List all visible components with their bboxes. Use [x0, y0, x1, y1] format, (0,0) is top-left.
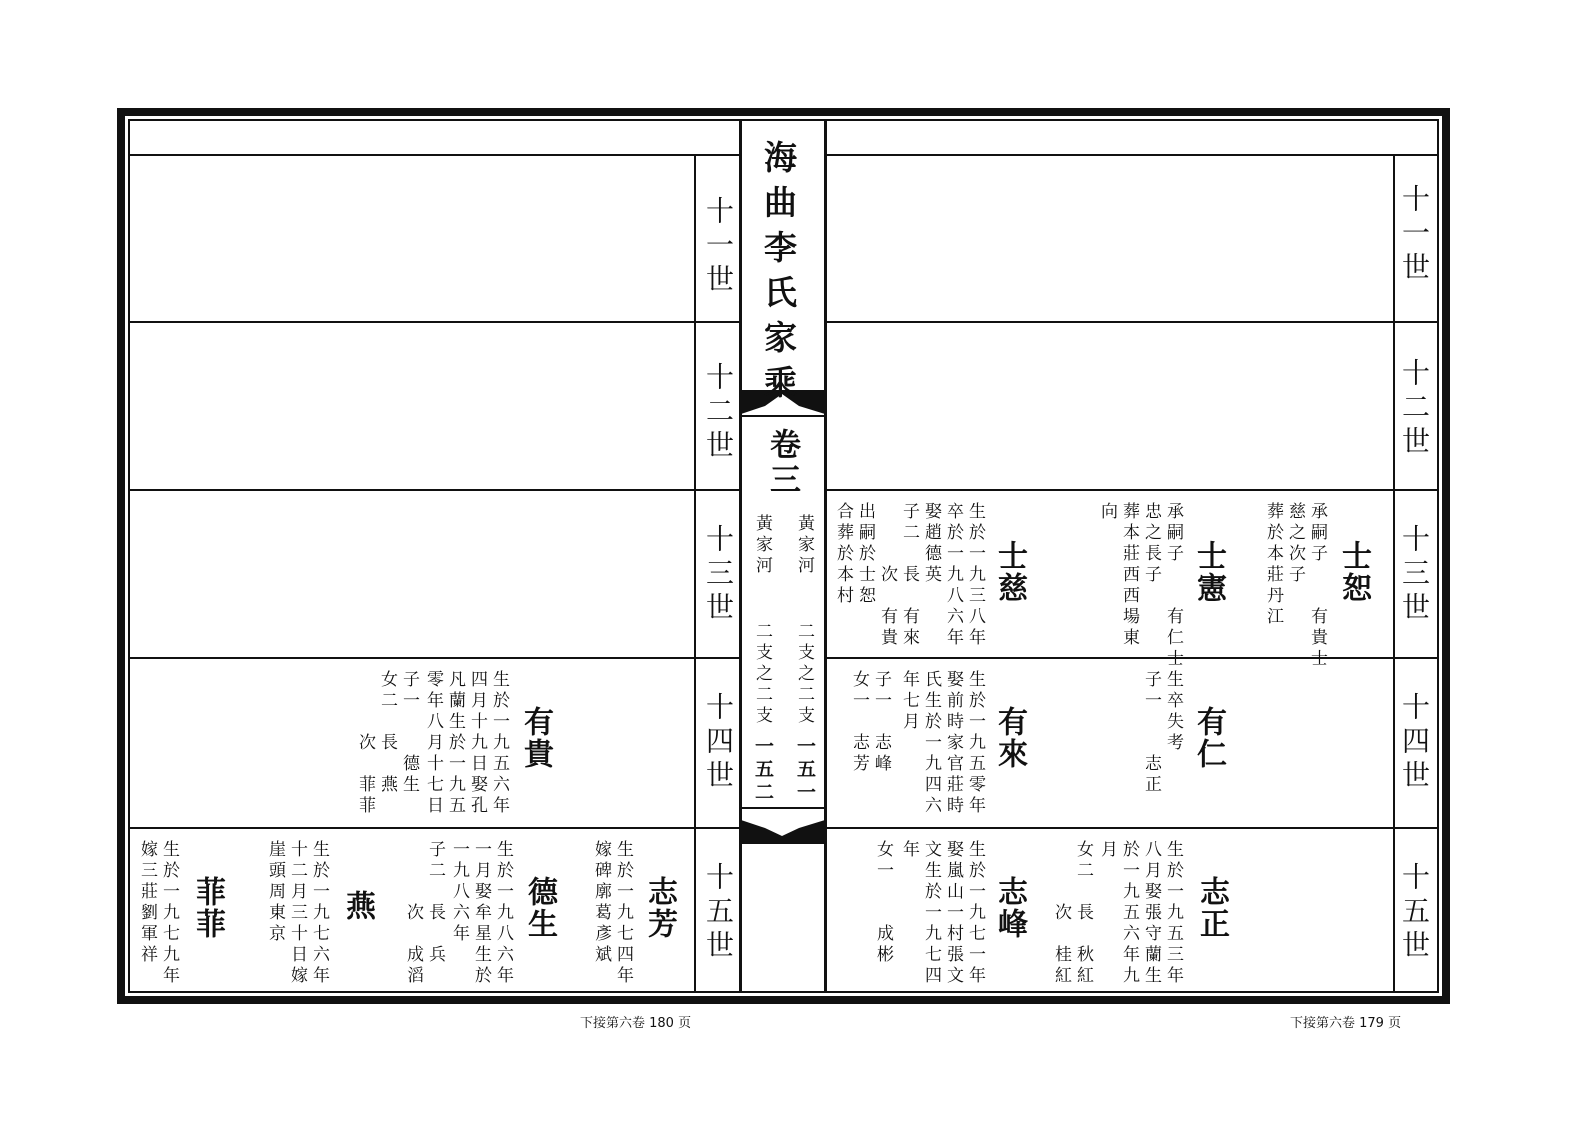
- person-detail: 生於一九三八年: [965, 502, 985, 649]
- person-name: 士憲: [1191, 540, 1226, 604]
- gen-label-13: 十三世: [702, 524, 735, 626]
- person-name: 志芳: [642, 876, 677, 940]
- person-detail: 四月十九日娶孔: [467, 670, 487, 817]
- person-name: 士恕: [1336, 540, 1371, 604]
- person-detail: 承嗣子 有貴士: [1307, 502, 1327, 670]
- gen-label-14: 十四世: [702, 692, 735, 794]
- person-detail: 生於一九七六年: [309, 840, 329, 987]
- left-row-rule: [128, 489, 741, 491]
- person-detail: 嫁三莊劉軍祥: [137, 840, 157, 966]
- gen-label-11: 十一世: [1398, 184, 1431, 286]
- gen-label-12: 十二世: [702, 362, 735, 464]
- person-detail: 慈之次子: [1285, 502, 1305, 586]
- person-name: 有來: [992, 706, 1027, 770]
- person-detail: 氏生於一九四六: [921, 670, 941, 817]
- left-row-rule: [128, 827, 741, 829]
- person-detail: 女二 長 燕: [377, 670, 397, 796]
- person-detail: 於一九五六年九: [1119, 840, 1139, 987]
- spine-place-left: 黃家河: [752, 514, 772, 577]
- spine-page-left: 一五二: [752, 736, 774, 805]
- person-name: 志正: [1194, 876, 1229, 940]
- page-footer-left: 下接第六卷 180 页: [580, 1016, 692, 1031]
- person-detail: 次 有貴: [877, 502, 897, 649]
- person-detail: 崖頭周東京: [265, 840, 285, 945]
- person-detail: 葬於本莊丹江: [1263, 502, 1283, 628]
- person-detail: 合葬於本村: [833, 502, 853, 607]
- left-row-rule: [128, 321, 741, 323]
- spine-place-right: 黃家河: [794, 514, 814, 577]
- person-detail: 嫁碑廓葛彥斌: [591, 840, 611, 966]
- person-detail: 一九八六年: [449, 840, 469, 945]
- person-detail: 女二 長 秋紅: [1073, 840, 1093, 987]
- gen-label-11: 十一世: [702, 196, 735, 298]
- right-row-rule: [825, 321, 1437, 323]
- person-detail: 子一 志峰: [871, 670, 891, 775]
- person-name: 有貴: [518, 706, 553, 770]
- person-name: 志峰: [992, 876, 1027, 940]
- person-detail: 年七月: [899, 670, 919, 733]
- person-detail: 次 成滔: [403, 840, 423, 987]
- left-top-rule: [128, 154, 741, 156]
- person-detail: 生於一九八六年: [493, 840, 513, 987]
- person-detail: 生於一九五零年: [965, 670, 985, 817]
- person-detail: 八月娶張守蘭生: [1141, 840, 1161, 987]
- person-detail: 女一 成彬: [873, 840, 893, 966]
- person-detail: 生於一九七四年: [613, 840, 633, 987]
- person-detail: 生於一九七九年: [159, 840, 179, 987]
- spine-branch-left: 二支之二支: [752, 622, 772, 727]
- gen-label-15: 十五世: [1398, 862, 1431, 964]
- person-name: 菲菲: [190, 876, 225, 940]
- person-detail: 子二 長 有來: [899, 502, 919, 649]
- person-detail: 一月娶牟星生於: [471, 840, 491, 987]
- person-detail: 生卒失考: [1163, 670, 1183, 754]
- person-detail: 向: [1097, 502, 1117, 523]
- page-footer-right: 下接第六卷 179 页: [1290, 1016, 1402, 1031]
- person-detail: 娶前時家官莊時: [943, 670, 963, 817]
- person-detail: 出嗣於士恕: [855, 502, 875, 607]
- left-gen-column-rule: [694, 154, 696, 993]
- right-row-rule: [825, 657, 1437, 659]
- person-detail: 娶嵐山一村張文: [943, 840, 963, 987]
- gen-label-12: 十二世: [1398, 358, 1431, 460]
- person-detail: 次 桂紅: [1051, 840, 1071, 987]
- person-detail: 承嗣子 有仁士: [1163, 502, 1183, 670]
- right-gen-column-rule: [1393, 154, 1395, 993]
- person-detail: 生於一九七一年: [965, 840, 985, 987]
- person-detail: 忠之長子: [1141, 502, 1161, 586]
- right-row-rule: [825, 827, 1437, 829]
- person-detail: 年: [899, 840, 919, 861]
- spine-page-right: 一五一: [794, 736, 816, 805]
- person-detail: 文生於一九七四: [921, 840, 941, 987]
- gen-label-14: 十四世: [1398, 692, 1431, 794]
- person-name: 士慈: [992, 540, 1027, 604]
- person-detail: 卒於一九八六年: [943, 502, 963, 649]
- person-detail: 葬本莊西西場東: [1119, 502, 1139, 649]
- person-detail: 凡蘭生於一九五: [445, 670, 465, 817]
- person-detail: 生於一九五三年: [1163, 840, 1183, 987]
- gen-label-13: 十三世: [1398, 524, 1431, 626]
- book-title: 海曲李氏家乘: [759, 140, 798, 410]
- spine-branch-right: 二支之二支: [794, 622, 814, 727]
- person-detail: 十二月三十日嫁: [287, 840, 307, 987]
- gen-label-15: 十五世: [702, 862, 735, 964]
- person-detail: 零年八月十七日: [423, 670, 443, 817]
- right-top-rule: [825, 154, 1437, 156]
- volume-label: 卷三: [764, 428, 800, 498]
- person-detail: 子二 長 兵: [425, 840, 445, 966]
- person-name: 德生: [522, 876, 557, 940]
- person-name: 燕: [340, 890, 375, 922]
- left-row-rule: [128, 657, 741, 659]
- person-detail: 女一 志芳: [849, 670, 869, 775]
- person-detail: 次 菲菲: [355, 670, 375, 817]
- person-detail: 子一 德生: [399, 670, 419, 796]
- person-detail: 月: [1097, 840, 1117, 861]
- right-row-rule: [825, 489, 1437, 491]
- person-detail: 生於一九五六年: [489, 670, 509, 817]
- person-detail: 娶趙德英: [921, 502, 941, 586]
- person-detail: 子一 志正: [1141, 670, 1161, 796]
- person-name: 有仁: [1191, 706, 1226, 770]
